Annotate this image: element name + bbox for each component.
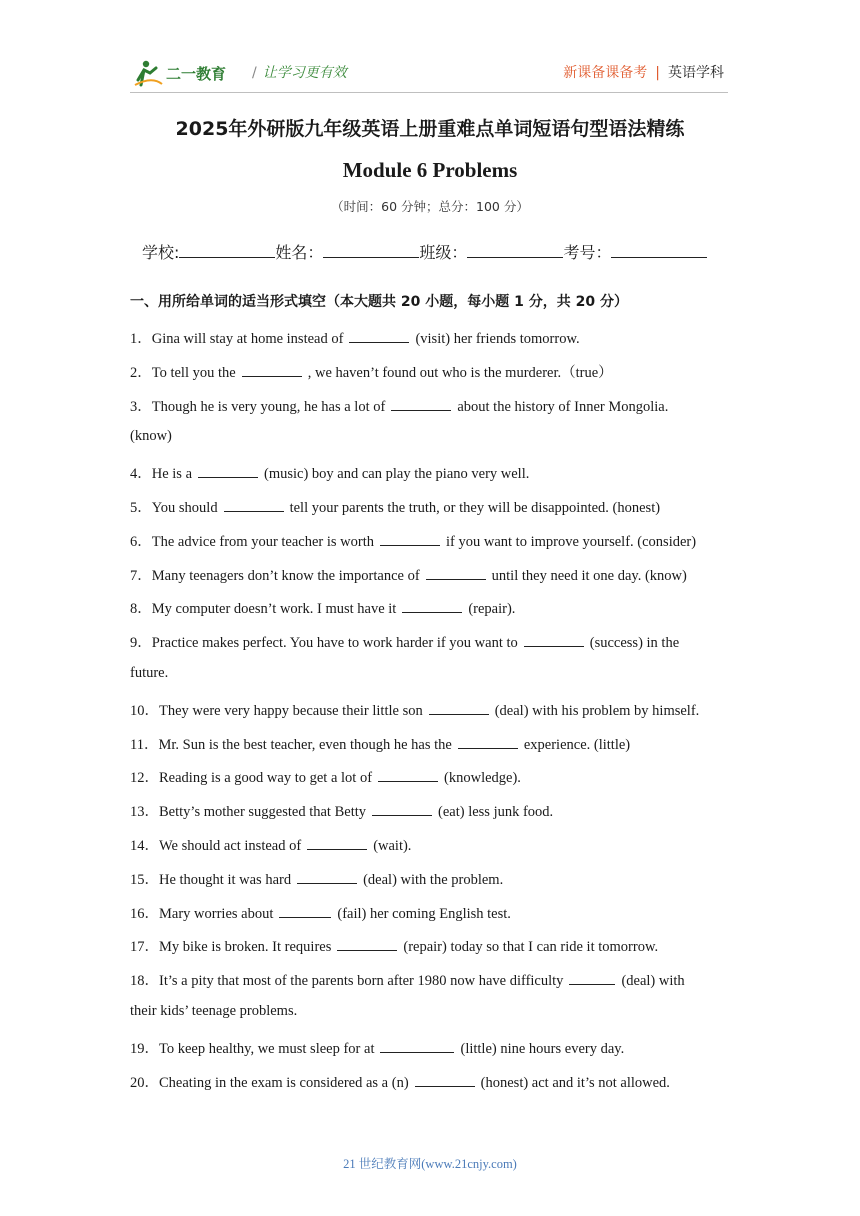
question-text: 18．It’s a pity that most of the parents born after 1980 now have difficulty	[130, 973, 564, 990]
answer-blank[interactable]	[415, 1072, 475, 1087]
question-1	[130, 327, 580, 348]
question-text: 19．To keep healthy, we must sleep for at	[130, 1040, 375, 1057]
question-11	[130, 733, 630, 754]
class-label: 班级：	[419, 243, 468, 262]
question-text: 17．My bike is broken. It requires	[130, 939, 332, 956]
header-course-label: 新课备课备考	[563, 65, 648, 81]
page-footer: 21 世纪教育网(www.21cnjy.com)	[343, 1157, 517, 1171]
answer-blank[interactable]	[224, 497, 284, 512]
answer-blank[interactable]	[307, 835, 367, 850]
question-text: 6．The advice from your teacher is worth	[130, 533, 374, 550]
question-text: 16．Mary worries about	[130, 905, 274, 922]
question-text: (repair) today so that I can ride it tomorrow.	[403, 939, 659, 956]
question-17	[130, 935, 658, 956]
question-text: 13．Betty’s mother suggested that Betty	[130, 804, 367, 821]
question-6	[130, 530, 696, 551]
question-16	[130, 902, 511, 923]
question-text: 20．Cheating in the exam is considered as a (n)	[130, 1074, 409, 1091]
question-14	[130, 834, 411, 855]
question-text: 14．We should act instead of	[130, 838, 302, 854]
question-text: (eat) less junk food.	[438, 804, 554, 821]
name-label: 姓名：	[275, 243, 324, 262]
answer-blank[interactable]	[297, 869, 357, 884]
question-text: (music) boy and can play the piano very well.	[264, 466, 530, 483]
question-text: if you want to improve yourself. (consider)	[446, 533, 697, 550]
question-text: 11．Mr. Sun is the best teacher, even though he has the	[130, 736, 452, 753]
question-text: , we haven’t found out who is the murderer.（true）	[307, 364, 613, 381]
logo-text: 二一教育	[166, 65, 227, 83]
question-text: 4．He is a	[130, 466, 193, 483]
question-2	[130, 361, 613, 382]
question-18-continuation: their kids’ teenage problems.	[130, 1003, 298, 1019]
question-20	[130, 1071, 670, 1092]
question-text: (visit) her friends tomorrow.	[415, 331, 580, 347]
question-9-continuation: future.	[130, 665, 169, 681]
header-separator: |	[655, 65, 660, 81]
question-text: (deal) with	[621, 973, 685, 990]
question-text: 2．To tell you the	[130, 364, 236, 381]
class-blank	[467, 241, 563, 258]
question-12	[130, 766, 521, 787]
question-text: 5．You should	[130, 500, 218, 516]
name-blank	[323, 241, 419, 258]
school-blank	[179, 241, 275, 258]
answer-blank[interactable]	[349, 328, 409, 343]
header-subject: 英语学科	[668, 65, 724, 81]
question-text: (wait).	[373, 838, 412, 854]
question-18	[130, 969, 685, 990]
question-text: 12．Reading is a good way to get a lot of	[130, 770, 373, 787]
question-9	[130, 631, 679, 652]
question-text: 7．Many teenagers don’t know the importance of	[130, 567, 420, 584]
page-header	[130, 56, 728, 93]
answer-blank[interactable]	[429, 700, 489, 715]
answer-blank[interactable]	[391, 396, 451, 411]
question-text: (fail) her coming English test.	[337, 905, 511, 922]
question-3	[130, 395, 668, 416]
question-text: about the history of Inner Mongolia.	[457, 398, 669, 415]
question-10	[130, 699, 699, 720]
answer-blank[interactable]	[372, 801, 432, 816]
question-text: (deal) with his problem by himself.	[494, 702, 700, 719]
question-15	[130, 868, 503, 889]
question-text: (success) in the	[589, 635, 680, 652]
section-heading: 一、用所给单词的适当形式填空（本大题共 20 小题，每小题 1 分，共 20 分）	[130, 294, 628, 310]
logo-icon	[132, 58, 240, 88]
answer-blank[interactable]	[569, 970, 615, 985]
answer-blank[interactable]	[458, 734, 518, 749]
question-4	[130, 462, 529, 483]
question-text: 15．He thought it was hard	[130, 871, 292, 888]
question-5	[130, 496, 660, 517]
question-text: 9．Practice makes perfect. You have to work harder if you want to	[130, 635, 518, 652]
answer-blank[interactable]	[380, 531, 440, 546]
number-blank	[611, 241, 707, 258]
question-text: until they need it one day. (know)	[491, 567, 687, 584]
question-19	[130, 1037, 624, 1058]
answer-blank[interactable]	[242, 362, 302, 377]
question-text: (knowledge).	[444, 770, 521, 787]
page-title: 2025年外研版九年级英语上册重难点单词短语句型语法精练	[175, 118, 685, 140]
question-text: experience. (little)	[523, 736, 631, 753]
answer-blank[interactable]	[279, 903, 331, 918]
question-text: (repair).	[468, 601, 516, 618]
question-text: 1．Gina will stay at home instead of	[130, 331, 344, 347]
answer-blank[interactable]	[378, 767, 438, 782]
number-label: 考号：	[563, 243, 612, 262]
header-right	[563, 62, 724, 82]
answer-blank[interactable]	[426, 565, 486, 580]
answer-blank[interactable]	[524, 632, 584, 647]
question-13	[130, 800, 553, 821]
question-text: (honest) act and it’s not allowed.	[480, 1074, 670, 1091]
question-text: 3．Though he is very young, he has a lot of	[130, 398, 386, 415]
answer-blank[interactable]	[402, 598, 462, 613]
question-3-continuation: (know)	[130, 428, 172, 445]
question-text: 10．They were very happy because their little son	[130, 702, 423, 719]
answer-blank[interactable]	[380, 1038, 454, 1053]
module-title: Module 6 Problems	[342, 158, 518, 182]
exam-time-score: （时间：60 分钟；总分：100 分）	[331, 199, 529, 214]
header-slogan: / 让学习更有效	[252, 65, 347, 81]
question-8	[130, 597, 515, 618]
question-text: (little) nine hours every day.	[460, 1040, 625, 1057]
question-text: 8．My computer doesn’t work. I must have it	[130, 601, 397, 618]
question-7	[130, 564, 687, 585]
question-text: (deal) with the problem.	[363, 871, 504, 888]
answer-blank[interactable]	[337, 936, 397, 951]
student-info-line	[142, 240, 707, 263]
question-text: tell your parents the truth, or they will be disappointed. (honest)	[289, 500, 661, 516]
school-label: 学校:	[142, 243, 180, 262]
answer-blank[interactable]	[198, 463, 258, 478]
